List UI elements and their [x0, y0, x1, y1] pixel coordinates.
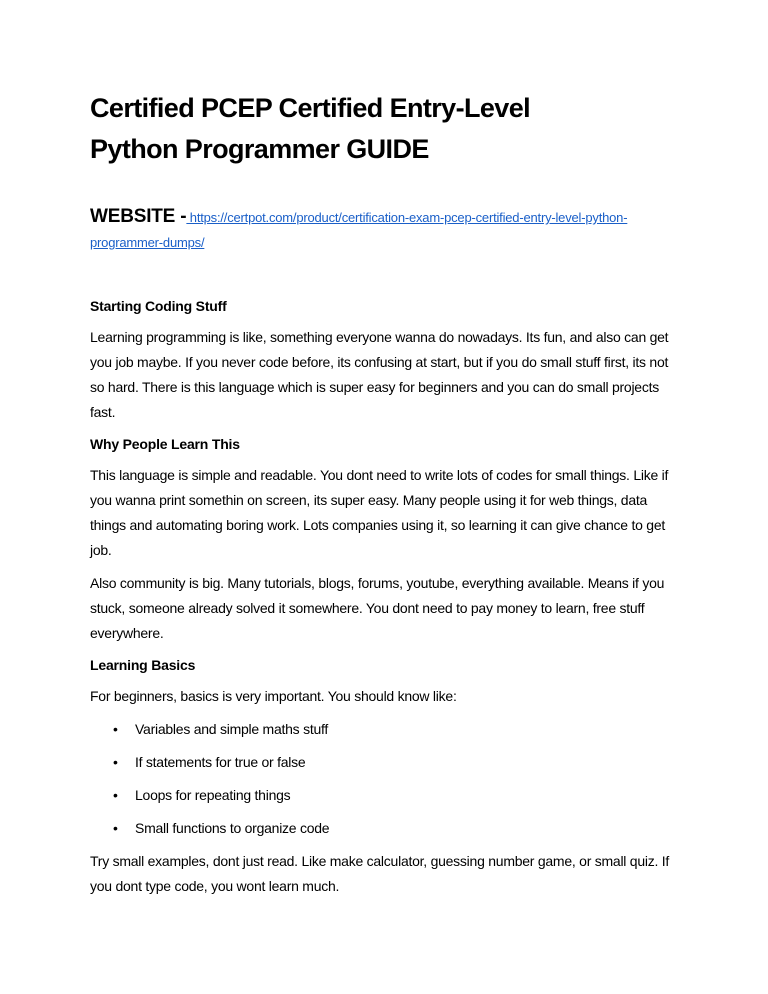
paragraph: This language is simple and readable. You dont need to write lots of codes for small things. Like if you wanna print somethin on screen, its super easy. Many people using it for web things, data things and automating boring work. Lots companies using it, so learning it can give chance to get job. [90, 467, 669, 558]
paragraph: Also community is big. Many tutorials, blogs, forums, youtube, everything available. Means if you stuck, someone already solved it somewhere. You dont need to pay money to learn, free stuff everywhere. [90, 575, 665, 641]
website-link[interactable]: https://certpot.com/product/certification-exam-pcep-certified-entry-level-python-programmer-dumps/ [90, 210, 628, 250]
bullet-icon: • [113, 721, 118, 737]
paragraph: For beginners, basics is very important. You should know like: [90, 688, 457, 704]
document-title: Certified PCEP Certified Entry-Level Python Programmer GUIDE [90, 93, 531, 164]
website-label: WEBSITE - [90, 206, 187, 227]
list-item: • If statements for true or false [90, 750, 686, 775]
section-heading: Why People Learn This [90, 436, 240, 452]
list-item: • Small functions to organize code [90, 816, 686, 841]
section-heading: Starting Coding Stuff [90, 298, 227, 314]
bullet-icon: • [113, 787, 118, 803]
paragraph: Learning programming is like, something everyone wanna do nowadays. Its fun, and also can get you job maybe. If you never code before, its confusing at start, but if you do small stuff first, its not so hard. There is this language which is super easy for beginners and you can do small projects fast. [90, 329, 669, 420]
list-item: • Loops for repeating things [90, 783, 686, 808]
paragraph: Try small examples, dont just read. Like make calculator, guessing number game, or small quiz. If you dont type code, you wont learn much. [90, 853, 670, 894]
section-heading: Learning Basics [90, 657, 196, 673]
website-line [90, 204, 686, 255]
bullet-icon: • [113, 820, 118, 836]
bullet-icon: • [113, 754, 118, 770]
list-item: • Variables and simple maths stuff [90, 717, 686, 742]
bullet-list [90, 717, 686, 841]
